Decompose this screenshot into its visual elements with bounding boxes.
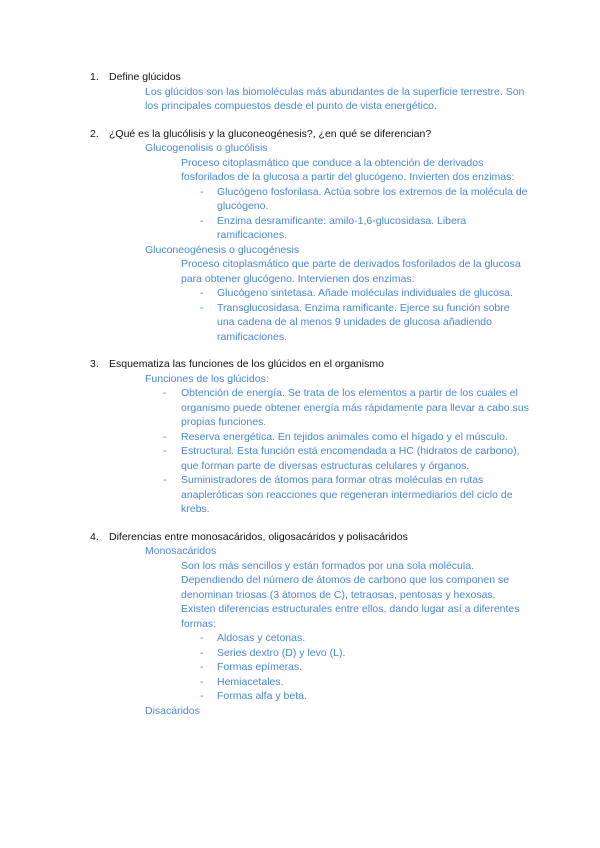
section-text: Son los más sencillos y están formados por una sola molécula. Dependiendo del número de átomos de carbono que los componen se denominan triosas (3 átomos de C), tetraosas, pentosas y hexosas. Existen diferencias estructurales entre ellos, dando lugar así a diferentes formas:	[181, 559, 520, 630]
list-item: - Series dextro (D) y levo (L).	[200, 646, 346, 659]
list-item: - Glucógeno sintetasa. Añade moléculas individuales de glucosa.	[200, 287, 513, 299]
list-item: - Aldosas y cetonas.	[200, 632, 306, 644]
section-heading: Funciones de los glúcidos:	[145, 372, 269, 385]
list-item: - Estructural. Esta función está encomendada a HC (hidratos de carbono), que forman parte de diversas estructuras celulares y órganos.	[163, 445, 520, 472]
question-4	[0, 530, 600, 719]
section-text: Proceso citoplasmático que conduce a la obtención de derivados fosforilados de la glucosa a partir del glucógeno. Invierten dos enzimas:	[181, 156, 515, 183]
section-text: Proceso citoplasmático que parte de derivados fosforilados de la glucosa para obtener glucógeno. Intervienen dos enzimas:	[181, 258, 521, 285]
question-1	[0, 70, 600, 114]
answer-text: Los glúcidos son las biomoléculas más abundantes de la superficie terrestre. Son los principales compuestos desde el punto de vista energético.	[145, 85, 525, 112]
question-title: 4. Diferencias entre monosacáridos, oligosacáridos y polisacáridos	[90, 530, 408, 543]
list-item: - Reserva energética. En tejidos animales como el hígado y el músculo.	[163, 430, 508, 443]
list-item: - Obtención de energía. Se trata de los elementos a partir de los cuales el organismo puede obtener energía más rápidamente para llevar a cabo sus propias funciones.	[163, 387, 529, 428]
list-item: - Formas epímeras.	[200, 661, 303, 673]
section-heading: Glucogenolisis o glucólisis	[145, 142, 268, 154]
list-item: - Suministradores de átomos para formar otras moléculas en rutas anapleróticas son reacciones que regeneran intermediarios del ciclo de krebs.	[163, 474, 513, 515]
question-title: 2. ¿Qué es la glucólisis y la gluconeogénesis?, ¿en qué se diferencian?	[90, 127, 432, 140]
list-item: - Glucógeno fosforilasa. Actúa sobre los extremos de la molécula de glucógeno.	[200, 185, 528, 212]
question-number: 2.	[90, 127, 99, 140]
section-heading: Disacáridos	[145, 704, 200, 717]
document-page	[0, 70, 600, 731]
list-item: - Hemiacetales.	[200, 675, 284, 688]
section-heading: Monosacáridos	[145, 545, 217, 557]
list-item: - Enzima desramificante: amilo-1,6-glucosidasa. Libera ramificaciones.	[200, 214, 467, 241]
question-3	[0, 357, 600, 517]
list-item: - Transglucosidasa. Enzima ramificante. Ejerce su función sobre una cadena de al menos 9 unidades de glucosa añadiendo ramificaciones.	[200, 301, 510, 343]
question-title: 1. Define glúcidos	[90, 71, 181, 83]
question-number: 1.	[90, 71, 99, 83]
section-heading: Gluconeogénesis o glucogénesis	[145, 243, 300, 256]
question-2	[0, 127, 600, 345]
question-number: 4.	[90, 530, 99, 543]
question-title: 3. Esquematiza las funciones de los glúcidos en el organismo	[90, 358, 384, 370]
list-item: - Formas alfa y beta.	[200, 690, 307, 702]
question-number: 3.	[90, 358, 99, 370]
